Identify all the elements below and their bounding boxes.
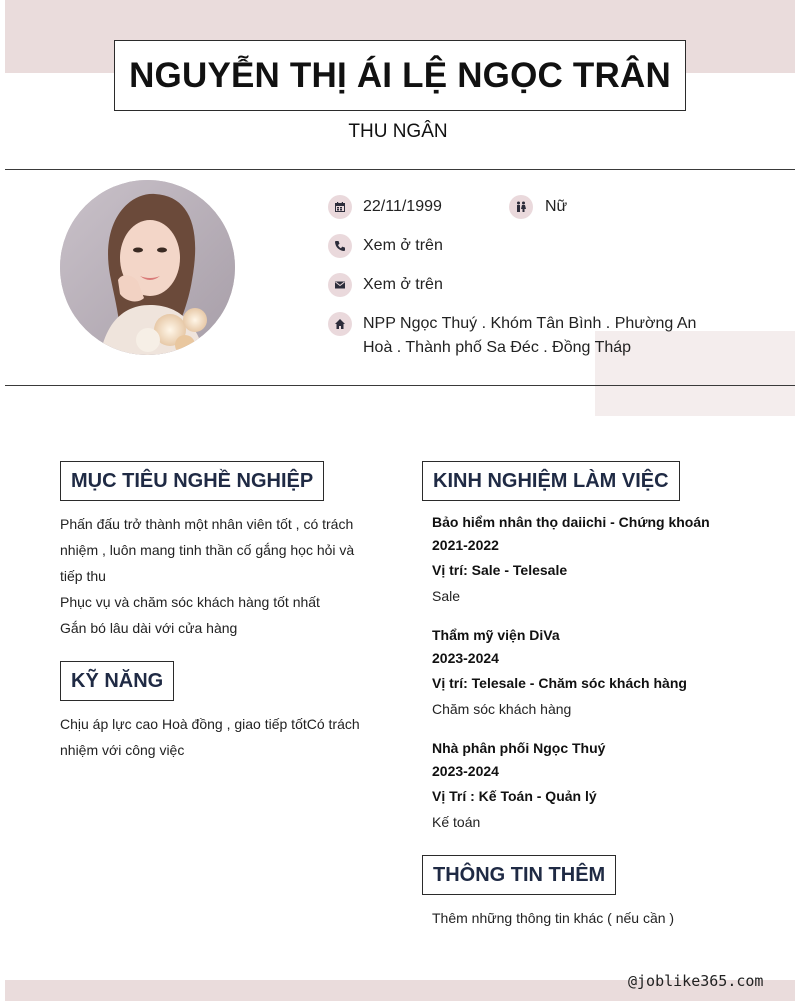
birthday: 22/11/1999 <box>363 198 442 215</box>
additional-heading <box>422 855 616 895</box>
skills-heading <box>60 661 174 701</box>
calendar-icon <box>328 195 352 219</box>
objective-line: tiếp thu <box>60 568 106 584</box>
address-line-1: NPP Ngọc Thuý . Khóm Tân Bình . Phường An <box>363 315 697 332</box>
experience-company: Nhà phân phối Ngọc Thuý <box>432 740 606 756</box>
experience-heading <box>422 461 680 501</box>
experience-position: Vị trí: Telesale - Chăm sóc khách hàng <box>432 675 687 691</box>
address-line-2: Hoà . Thành phố Sa Đéc . Đồng Tháp <box>363 339 632 356</box>
experience-title: KINH NGHIỆM LÀM VIỆC <box>433 469 669 492</box>
objective-line: nhiệm , luôn mang tinh thần cố gắng học hỏi và <box>60 542 355 558</box>
divider-top <box>5 169 795 170</box>
gender: Nữ <box>545 198 568 215</box>
avatar <box>60 180 235 355</box>
experience-position: Vị trí: Sale - Telesale <box>432 562 568 578</box>
experience-date: 2023-2024 <box>432 763 499 779</box>
candidate-name: NGUYỄN THỊ ÁI LỆ NGỌC TRÂN <box>129 55 671 95</box>
experience-company: Bảo hiểm nhân thọ daiichi - Chứng khoán <box>432 514 710 530</box>
phone-icon <box>328 234 352 258</box>
email: Xem ở trên <box>363 276 443 293</box>
experience-description: Chăm sóc khách hàng <box>432 701 572 717</box>
additional-title: THÔNG TIN THÊM <box>433 863 606 886</box>
objective-heading <box>60 461 324 501</box>
portrait-photo-icon <box>60 180 235 355</box>
email-icon <box>328 273 352 297</box>
additional-text: Thêm những thông tin khác ( nếu cần ) <box>432 910 675 926</box>
skills-title: KỸ NĂNG <box>71 669 164 692</box>
name-box <box>114 40 686 111</box>
skills-line: Chịu áp lực cao Hoà đồng , giao tiếp tốtCó trách <box>60 716 360 732</box>
experience-company: Thẩm mỹ viện DiVa <box>432 627 560 643</box>
experience-description: Sale <box>432 588 461 604</box>
objective-line: Phấn đấu trở thành một nhân viên tốt , có trách <box>60 516 354 532</box>
experience-description: Kế toán <box>432 814 481 830</box>
experience-position: Vị Trí : Kế Toán - Quản lý <box>432 788 597 804</box>
home-icon <box>328 312 352 336</box>
phone: Xem ở trên <box>363 237 443 254</box>
watermark: @joblike365.com <box>628 972 764 990</box>
objective-line: Phục vụ và chăm sóc khách hàng tốt nhất <box>60 594 320 610</box>
experience-date: 2021-2022 <box>432 537 499 553</box>
gender-icon <box>509 195 533 219</box>
objective-line: Gắn bó lâu dài với cửa hàng <box>60 620 238 636</box>
objective-title: MỤC TIÊU NGHỀ NGHIỆP <box>71 469 314 492</box>
experience-date: 2023-2024 <box>432 650 499 666</box>
divider-bottom <box>5 385 795 386</box>
skills-line: nhiệm với công việc <box>60 742 185 758</box>
job-title: THU NGÂN <box>348 121 448 142</box>
